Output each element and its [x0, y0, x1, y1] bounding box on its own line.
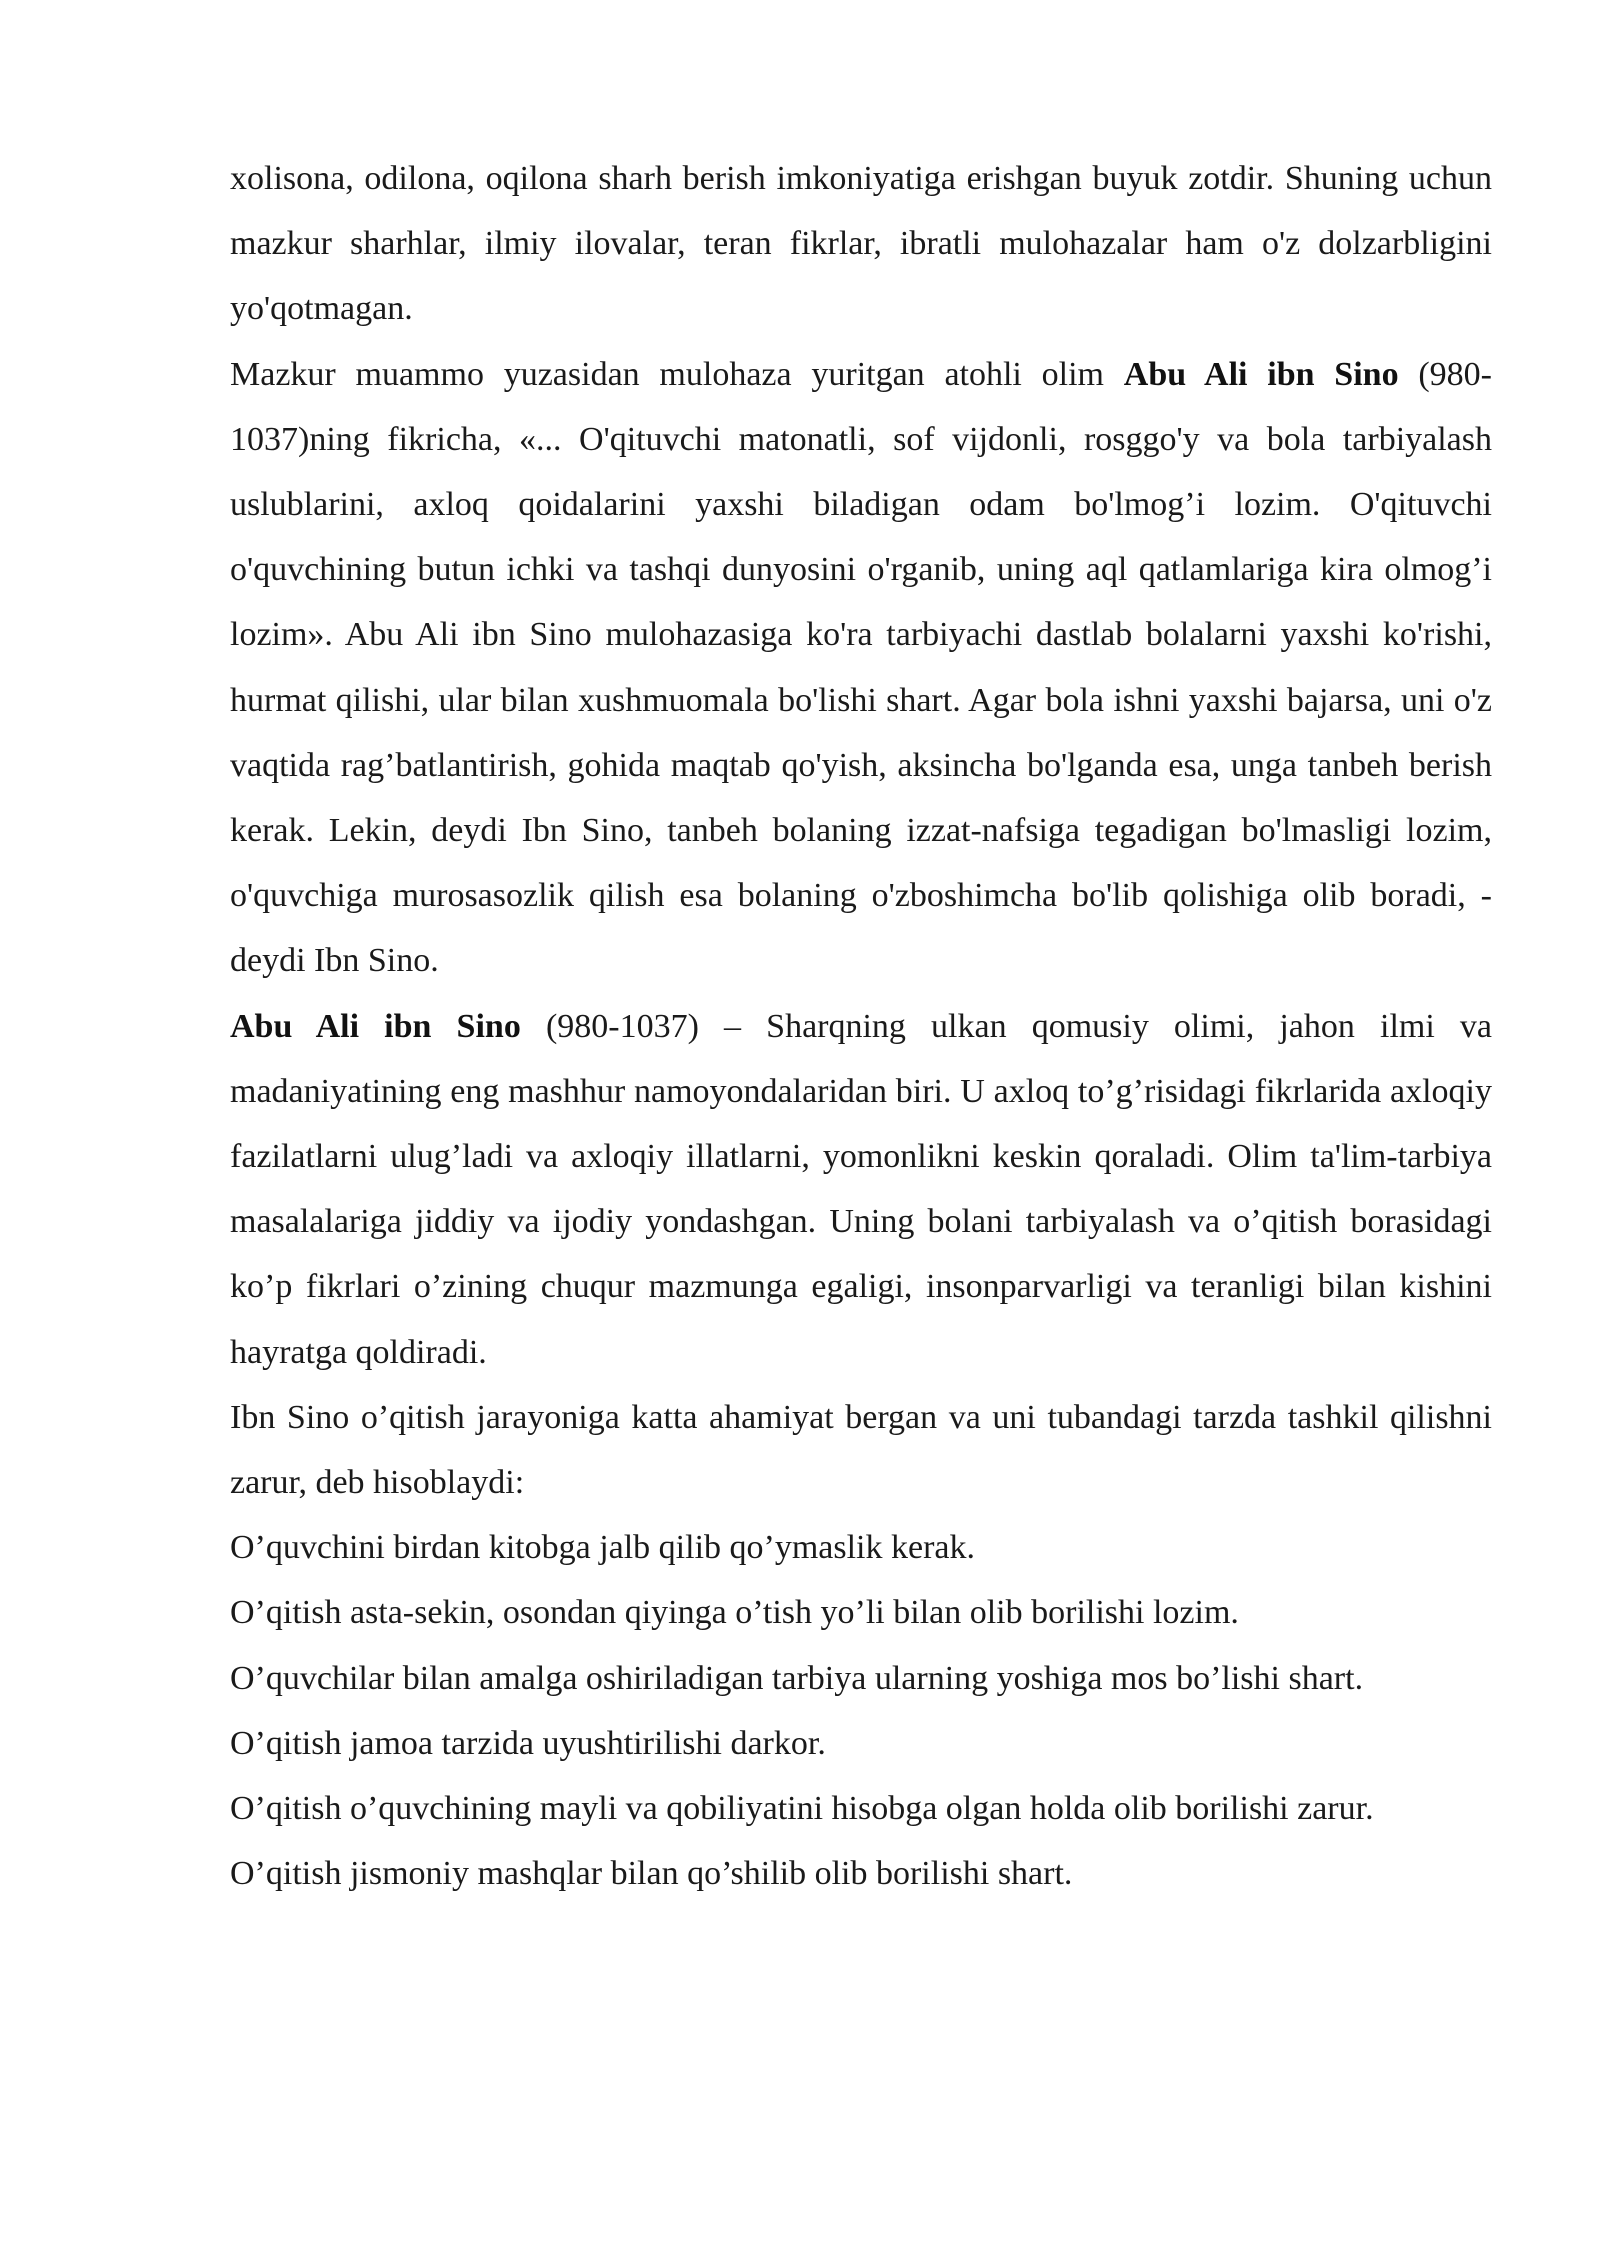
list-item: O’qitish o’quvchining mayli va qobiliyatini hisobga olgan holda olib borilishi zarur. [230, 1790, 1374, 1828]
paragraph-teaching-principles-intro [230, 1385, 1492, 1515]
list-item: O’quvchilar bilan amalga oshiriladigan tarbiya ularning yoshiga mos bo’lishi shart. [230, 1659, 1364, 1697]
author-name-bold: Abu Ali ibn Sino [230, 1007, 521, 1045]
list-item: O’qitish jismoniy mashqlar bilan qo’shilib olib borilishi shart. [230, 1855, 1073, 1893]
paragraph-ibn-sino-quote [230, 342, 1492, 994]
list-item: O’quvchini birdan kitobga jalb qilib qo’ymaslik kerak. [230, 1529, 976, 1567]
list-item: O’qitish asta-sekin, osondan qiyinga o’tish yo’li bilan olib borilishi lozim. [230, 1594, 1239, 1632]
paragraph-bio-text: (980-1037) – Sharqning ulkan qomusiy olimi, jahon ilmi va madaniyatining eng mashhur namoyondalaridan biri. U axloq to’g’risidagi fikrlarida axloqiy fazilatlarni ulug’ladi va axloqiy illatlarni, yomonlikni keskin qoraladi. Olim ta'lim-tarbiya masalalariga jiddiy va ijodiy yondashgan. Uning bolani tarbiyalash va o’qitish borasidagi ko’p fikrlari o’zining chuqur mazmunga egaligi, insonparvarligi va teranligi bilan kishini hayratga qoldiradi. [230, 1007, 1492, 1371]
paragraph-principles-text: Ibn Sino o’qitish jarayoniga katta ahamiyat bergan va uni tubandagi tarzda tashkil qilishni zarur, deb hisoblaydi: [230, 1398, 1492, 1502]
paragraph-ibn-sino-bio [230, 994, 1492, 1385]
paragraph-intro-text: xolisona, odilona, oqilona sharh berish imkoniyatiga erishgan buyuk zotdir. Shuning uchun mazkur sharhlar, ilmiy ilovalar, teran fikrlar, ibratli mulohazalar ham o'z dolzarbligini yo'qotmagan. [230, 160, 1492, 328]
paragraph-intro [230, 146, 1492, 342]
document-page [230, 146, 1492, 1906]
paragraph-lead-text: Mazkur muammo yuzasidan mulohaza yuritgan atohli olim [230, 355, 1104, 393]
paragraph-quote-text: (980-1037)ning fikricha, «... O'qituvchi matonatli, sof vijdonli, rosggo'y va bola tarbiyalash uslublarini, axloq qoidalarini yaxshi biladigan odam bo'lmog’i lozim. O'qituvchi o'quvchining butun ichki va tashqi dunyosini o'rganib, uning aql qatlamlariga kira olmog’i lozim». Abu Ali ibn Sino mulohazasiga ko'ra tarbiyachi dastlab bolalarni yaxshi ko'rishi, hurmat qilishi, ular bilan xushmuomala bo'lishi shart. Agar bola ishni yaxshi bajarsa, uni o'z vaqtida rag’batlantirish, gohida maqtab qo'yish, aksincha bo'lganda esa, unga tanbeh berish kerak. Lekin, deydi Ibn Sino, tanbeh bolaning izzat-nafsiga tegadigan bo'lmasligi lozim, o'quvchiga murosasozlik qilish esa bolaning o'zboshimcha bo'lib qolishiga olib boradi, - deydi Ibn Sino. [230, 355, 1493, 980]
list-item: O’qitish jamoa tarzida uyushtirilishi darkor. [230, 1724, 826, 1762]
author-name-bold: Abu Ali ibn Sino [1123, 355, 1399, 393]
